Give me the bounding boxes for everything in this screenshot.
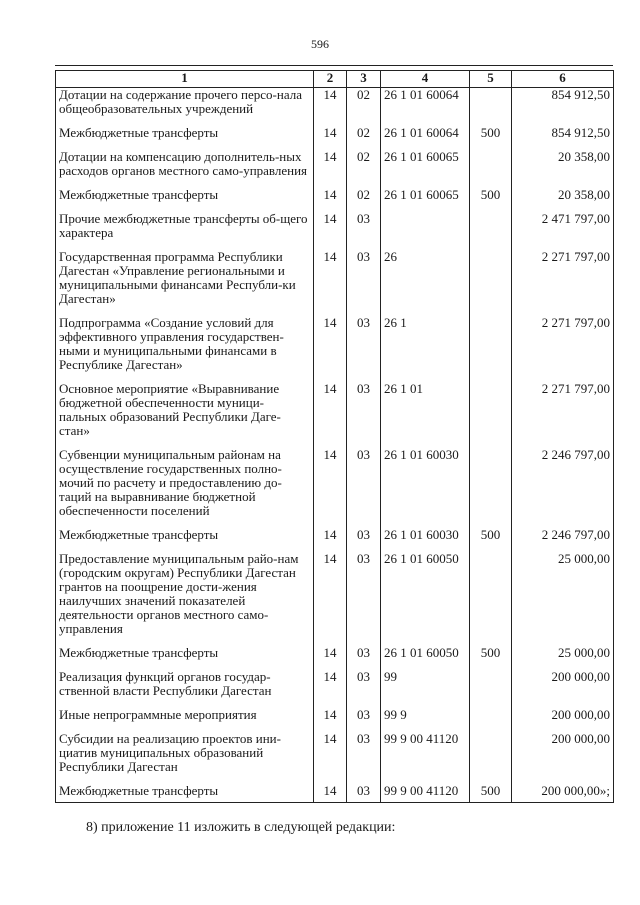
section-code-cell: 14 bbox=[314, 784, 347, 803]
expense-name-cell: Основное мероприятие «Выравнивание бюджетной обеспеченности муници-пальных образований Республики Даге-стан» bbox=[56, 382, 314, 448]
expense-type-cell bbox=[470, 88, 512, 127]
expense-name-cell: Межбюджетные трансферты bbox=[56, 784, 314, 803]
page-number: 596 bbox=[311, 37, 329, 51]
amount-cell: 200 000,00 bbox=[512, 732, 614, 784]
table-row bbox=[56, 552, 614, 646]
subsection-code-cell: 03 bbox=[347, 552, 381, 646]
section-code-cell: 14 bbox=[314, 670, 347, 708]
section-code-cell: 14 bbox=[314, 212, 347, 250]
budget-table bbox=[55, 70, 614, 803]
expense-type-cell bbox=[470, 552, 512, 646]
column-header-5: 5 bbox=[470, 71, 512, 88]
subsection-code-cell: 03 bbox=[347, 528, 381, 552]
table-row bbox=[56, 382, 614, 448]
amount-cell: 200 000,00 bbox=[512, 708, 614, 732]
subsection-code-cell: 03 bbox=[347, 708, 381, 732]
target-article-cell: 26 1 01 60050 bbox=[381, 646, 470, 670]
target-article-cell: 26 1 01 60065 bbox=[381, 188, 470, 212]
target-article-cell bbox=[381, 212, 470, 250]
amount-cell: 200 000,00 bbox=[512, 670, 614, 708]
target-article-cell: 26 1 01 bbox=[381, 382, 470, 448]
table-row bbox=[56, 784, 614, 803]
expense-name-cell: Субсидии на реализацию проектов ини-циатив муниципальных образований Республики Дагестан bbox=[56, 732, 314, 784]
expense-type-cell bbox=[470, 150, 512, 188]
subsection-code-cell: 03 bbox=[347, 316, 381, 382]
instruction-text: 8) приложение 11 изложить в следующей редакции: bbox=[86, 820, 396, 835]
amount-cell: 854 912,50 bbox=[512, 88, 614, 127]
target-article-cell: 26 1 01 60064 bbox=[381, 88, 470, 127]
amount-cell: 25 000,00 bbox=[512, 552, 614, 646]
expense-type-cell bbox=[470, 448, 512, 528]
table-row bbox=[56, 670, 614, 708]
target-article-cell: 26 bbox=[381, 250, 470, 316]
amount-cell: 2 471 797,00 bbox=[512, 212, 614, 250]
expense-name-cell: Межбюджетные трансферты bbox=[56, 646, 314, 670]
expense-name-cell: Дотации на содержание прочего персо-нала общеобразовательных учреждений bbox=[56, 88, 314, 127]
amount-cell: 2 246 797,00 bbox=[512, 528, 614, 552]
section-code-cell: 14 bbox=[314, 188, 347, 212]
expense-type-cell bbox=[470, 382, 512, 448]
expense-name-cell: Субвенции муниципальным районам на осуществление государственных полно-мочий по расчету и предоставлению до-таций на выравнивание бюджетной обеспеченности поселений bbox=[56, 448, 314, 528]
expense-name-cell: Межбюджетные трансферты bbox=[56, 126, 314, 150]
target-article-cell: 26 1 01 60064 bbox=[381, 126, 470, 150]
subsection-code-cell: 03 bbox=[347, 670, 381, 708]
expense-type-cell bbox=[470, 670, 512, 708]
expense-name-cell: Межбюджетные трансферты bbox=[56, 188, 314, 212]
table-header-row bbox=[56, 71, 614, 88]
column-header-3: 3 bbox=[347, 71, 381, 88]
table-row bbox=[56, 188, 614, 212]
expense-name-cell: Реализация функций органов государ-ственной власти Республики Дагестан bbox=[56, 670, 314, 708]
expense-name-cell: Межбюджетные трансферты bbox=[56, 528, 314, 552]
amount-cell: 854 912,50 bbox=[512, 126, 614, 150]
subsection-code-cell: 02 bbox=[347, 126, 381, 150]
subsection-code-cell: 03 bbox=[347, 732, 381, 784]
target-article-cell: 99 9 00 41120 bbox=[381, 732, 470, 784]
table-row bbox=[56, 88, 614, 127]
amount-cell: 2 271 797,00 bbox=[512, 316, 614, 382]
section-code-cell: 14 bbox=[314, 150, 347, 188]
subsection-code-cell: 03 bbox=[347, 784, 381, 803]
column-header-1: 1 bbox=[56, 71, 314, 88]
amount-cell: 20 358,00 bbox=[512, 188, 614, 212]
section-code-cell: 14 bbox=[314, 732, 347, 784]
amount-cell: 2 271 797,00 bbox=[512, 382, 614, 448]
section-code-cell: 14 bbox=[314, 382, 347, 448]
subsection-code-cell: 03 bbox=[347, 250, 381, 316]
expense-name-cell: Дотации на компенсацию дополнитель-ных расходов органов местного само-управления bbox=[56, 150, 314, 188]
section-code-cell: 14 bbox=[314, 316, 347, 382]
expense-name-cell: Иные непрограммные мероприятия bbox=[56, 708, 314, 732]
table-row bbox=[56, 646, 614, 670]
expense-type-cell: 500 bbox=[470, 126, 512, 150]
section-code-cell: 14 bbox=[314, 552, 347, 646]
expense-name-cell: Предоставление муниципальным райо-нам (городским округам) Республики Дагестан грантов на поощрение дости-жения наилучших значений показателей деятельности органов местного само-управления bbox=[56, 552, 314, 646]
expense-type-cell: 500 bbox=[470, 646, 512, 670]
target-article-cell: 26 1 01 60030 bbox=[381, 528, 470, 552]
expense-type-cell bbox=[470, 316, 512, 382]
target-article-cell: 26 1 01 60030 bbox=[381, 448, 470, 528]
expense-type-cell bbox=[470, 708, 512, 732]
target-article-cell: 26 1 01 60065 bbox=[381, 150, 470, 188]
section-code-cell: 14 bbox=[314, 88, 347, 127]
column-header-4: 4 bbox=[381, 71, 470, 88]
expense-name-cell: Государственная программа Республики Дагестан «Управление региональными и муниципальными финансами Республи-ки Дагестан» bbox=[56, 250, 314, 316]
table-row bbox=[56, 150, 614, 188]
amount-cell: 2 246 797,00 bbox=[512, 448, 614, 528]
subsection-code-cell: 02 bbox=[347, 188, 381, 212]
subsection-code-cell: 03 bbox=[347, 646, 381, 670]
target-article-cell: 99 bbox=[381, 670, 470, 708]
table-body bbox=[56, 88, 614, 803]
section-code-cell: 14 bbox=[314, 250, 347, 316]
amount-cell: 20 358,00 bbox=[512, 150, 614, 188]
amount-cell: 200 000,00»; bbox=[512, 784, 614, 803]
column-header-2: 2 bbox=[314, 71, 347, 88]
section-code-cell: 14 bbox=[314, 708, 347, 732]
table-row bbox=[56, 212, 614, 250]
table-row bbox=[56, 250, 614, 316]
section-code-cell: 14 bbox=[314, 126, 347, 150]
amount-cell: 25 000,00 bbox=[512, 646, 614, 670]
table-row bbox=[56, 448, 614, 528]
column-header-6: 6 bbox=[512, 71, 614, 88]
table-row bbox=[56, 126, 614, 150]
table-row bbox=[56, 316, 614, 382]
subsection-code-cell: 02 bbox=[347, 88, 381, 127]
table-top-rule bbox=[55, 65, 613, 66]
target-article-cell: 26 1 01 60050 bbox=[381, 552, 470, 646]
target-article-cell: 99 9 00 41120 bbox=[381, 784, 470, 803]
table-row bbox=[56, 732, 614, 784]
section-code-cell: 14 bbox=[314, 646, 347, 670]
table-row bbox=[56, 528, 614, 552]
expense-type-cell bbox=[470, 732, 512, 784]
expense-type-cell: 500 bbox=[470, 528, 512, 552]
subsection-code-cell: 02 bbox=[347, 150, 381, 188]
expense-type-cell: 500 bbox=[470, 784, 512, 803]
expense-type-cell bbox=[470, 250, 512, 316]
target-article-cell: 26 1 bbox=[381, 316, 470, 382]
amount-cell: 2 271 797,00 bbox=[512, 250, 614, 316]
section-code-cell: 14 bbox=[314, 528, 347, 552]
subsection-code-cell: 03 bbox=[347, 382, 381, 448]
expense-name-cell: Прочие межбюджетные трансферты об-щего характера bbox=[56, 212, 314, 250]
expense-type-cell: 500 bbox=[470, 188, 512, 212]
expense-type-cell bbox=[470, 212, 512, 250]
subsection-code-cell: 03 bbox=[347, 212, 381, 250]
expense-name-cell: Подпрограмма «Создание условий для эффективного управления государствен-ными и муниципальными финансами в Республике Дагестан» bbox=[56, 316, 314, 382]
target-article-cell: 99 9 bbox=[381, 708, 470, 732]
subsection-code-cell: 03 bbox=[347, 448, 381, 528]
section-code-cell: 14 bbox=[314, 448, 347, 528]
table-row bbox=[56, 708, 614, 732]
